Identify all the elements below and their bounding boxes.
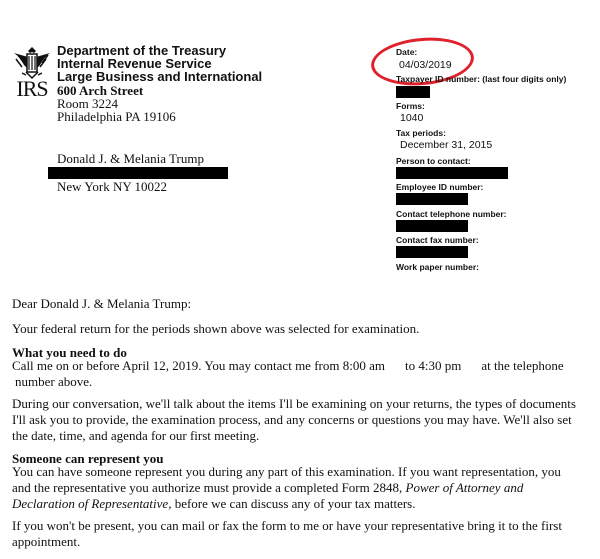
salutation: Dear Donald J. & Melania Trump: <box>12 296 192 311</box>
mail-fax-paragraph: If you won't be present, you can mail or fax the form to me or have your representative bring it to the first appointment. <box>12 518 562 549</box>
section-heading-representation: Someone can represent you <box>12 451 164 466</box>
representation-paragraph <box>12 464 582 512</box>
taxpayer-id-label: Taxpayer ID number: (last four digits only) <box>396 74 567 84</box>
section-heading-what-to-do: What you need to do <box>12 345 127 360</box>
redacted-street-address <box>48 167 228 179</box>
employee-id-label: Employee ID number: <box>396 182 484 192</box>
date-value: 04/03/2019 <box>399 59 452 71</box>
tax-periods-label: Tax periods: <box>396 128 446 138</box>
division-name: Large Business and International <box>57 69 263 84</box>
room-number: Room 3224 <box>57 96 119 111</box>
date-label: Date: <box>396 47 418 57</box>
service-name: Internal Revenue Service <box>57 56 212 71</box>
intro-paragraph: Your federal return for the periods shown above was selected for examination. <box>12 321 420 336</box>
what-to-do-text-d: number above. <box>15 374 93 389</box>
representation-text-a: You can have someone represent you during any part of this examination. If you want representation, you and the representative you authorize must provide a completed Form 2848, <box>12 464 561 495</box>
irs-logo-text: IRS <box>16 76 48 101</box>
forms-value: 1040 <box>400 112 424 124</box>
conversation-paragraph: During our conversation, we'll talk about the items I'll be examining on your returns, the types of documents I'll ask you to provide, the examination process, and any concerns or questions you may have. We'll also set the date, time, and agenda for our first meeting. <box>12 396 576 443</box>
redacted-person-to-contact <box>396 167 508 179</box>
what-to-do-paragraph <box>12 358 582 390</box>
department-name: Department of the Treasury <box>57 43 227 58</box>
redacted-taxpayer-id <box>396 86 430 98</box>
city-state-zip: Philadelphia PA 19106 <box>57 109 176 124</box>
work-paper-number-label: Work paper number: <box>396 262 479 272</box>
recipient-city: New York NY 10022 <box>57 179 168 194</box>
representation-text-b: before we can discuss any of your tax matters. <box>174 496 416 511</box>
tax-periods-value: December 31, 2015 <box>400 139 493 151</box>
redacted-employee-id <box>396 193 468 205</box>
what-to-do-text-b: to 4:30 pm <box>404 358 462 373</box>
form-2848-title: Power of Attorney and Declaration of Representative, <box>12 480 524 511</box>
redacted-contact-fax <box>396 246 468 258</box>
forms-label: Forms: <box>396 101 425 111</box>
person-to-contact-label: Person to contact: <box>396 156 471 166</box>
what-to-do-text-c: at the telephone <box>481 358 564 373</box>
street-address: 600 Arch Street <box>57 83 144 98</box>
what-to-do-text-a: Call me on or before April 12, 2019. You may contact me from 8:00 am <box>12 358 385 373</box>
irs-logo <box>12 43 52 103</box>
recipient-name: Donald J. & Melania Trump <box>57 151 204 166</box>
contact-fax-label: Contact fax number: <box>396 235 479 245</box>
contact-telephone-label: Contact telephone number: <box>396 209 507 219</box>
redacted-contact-telephone <box>396 220 468 232</box>
